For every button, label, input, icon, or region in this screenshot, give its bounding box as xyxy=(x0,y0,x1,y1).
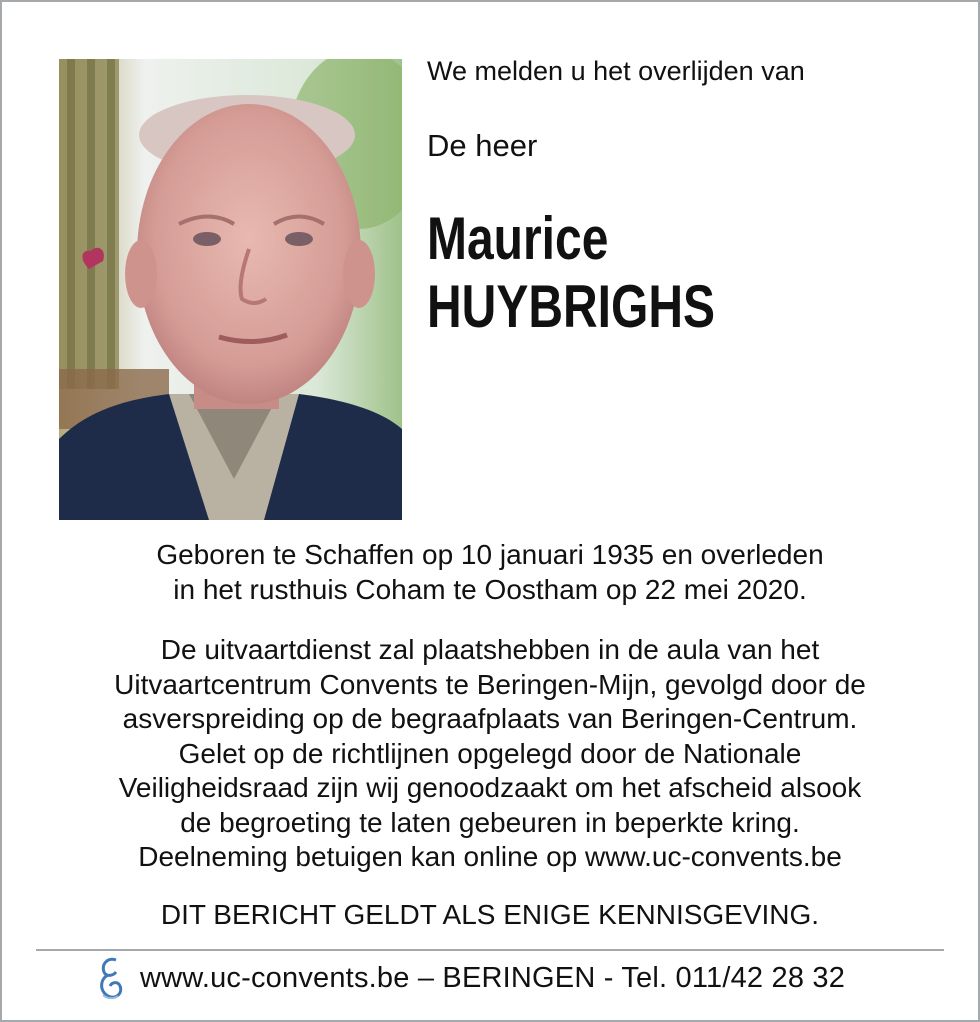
ceremony-paragraph xyxy=(40,633,940,875)
ceremony-line: Uitvaartcentrum Convents te Beringen-Mijn, gevolgd door de xyxy=(114,668,866,700)
announcement-intro: We melden u het overlijden van xyxy=(427,56,805,86)
footer-contact[interactable]: www.uc-convents.be – BERINGEN - Tel. 011/42 28 32 xyxy=(140,961,846,994)
birth-line: in het rusthuis Coham te Oostham op 22 mei 2020. xyxy=(173,573,807,605)
deceased-name xyxy=(427,205,715,341)
footer-divider xyxy=(36,949,944,951)
ceremony-line: Gelet op de richtlijnen opgelegd door de Nationale xyxy=(178,737,802,769)
funeral-home-logo-icon xyxy=(96,955,126,1001)
honorific-title: De heer xyxy=(427,128,538,163)
footer xyxy=(96,955,845,1001)
birth-death-paragraph xyxy=(40,538,940,607)
portrait-photo xyxy=(59,59,402,520)
ceremony-line: De uitvaartdienst zal plaatshebben in de aula van het xyxy=(160,634,820,665)
official-notice: DIT BERICHT GELDT ALS ENIGE KENNISGEVING. xyxy=(160,899,820,930)
ceremony-line: Veiligheidsraad zijn wij genoodzaakt om het afscheid alsook xyxy=(118,772,862,803)
ceremony-line: Deelneming betuigen kan online op www.uc-convents.be xyxy=(138,841,842,872)
first-name: Maurice xyxy=(427,205,609,272)
ceremony-line: de begroeting te laten gebeuren in beperkte kring. xyxy=(180,806,800,838)
last-name: HUYBRIGHS xyxy=(427,273,716,340)
ceremony-line: asverspreiding op de begraafplaats van Beringen-Centrum. xyxy=(122,703,858,734)
birth-line: Geboren te Schaffen op 10 januari 1935 en overleden xyxy=(156,539,824,570)
